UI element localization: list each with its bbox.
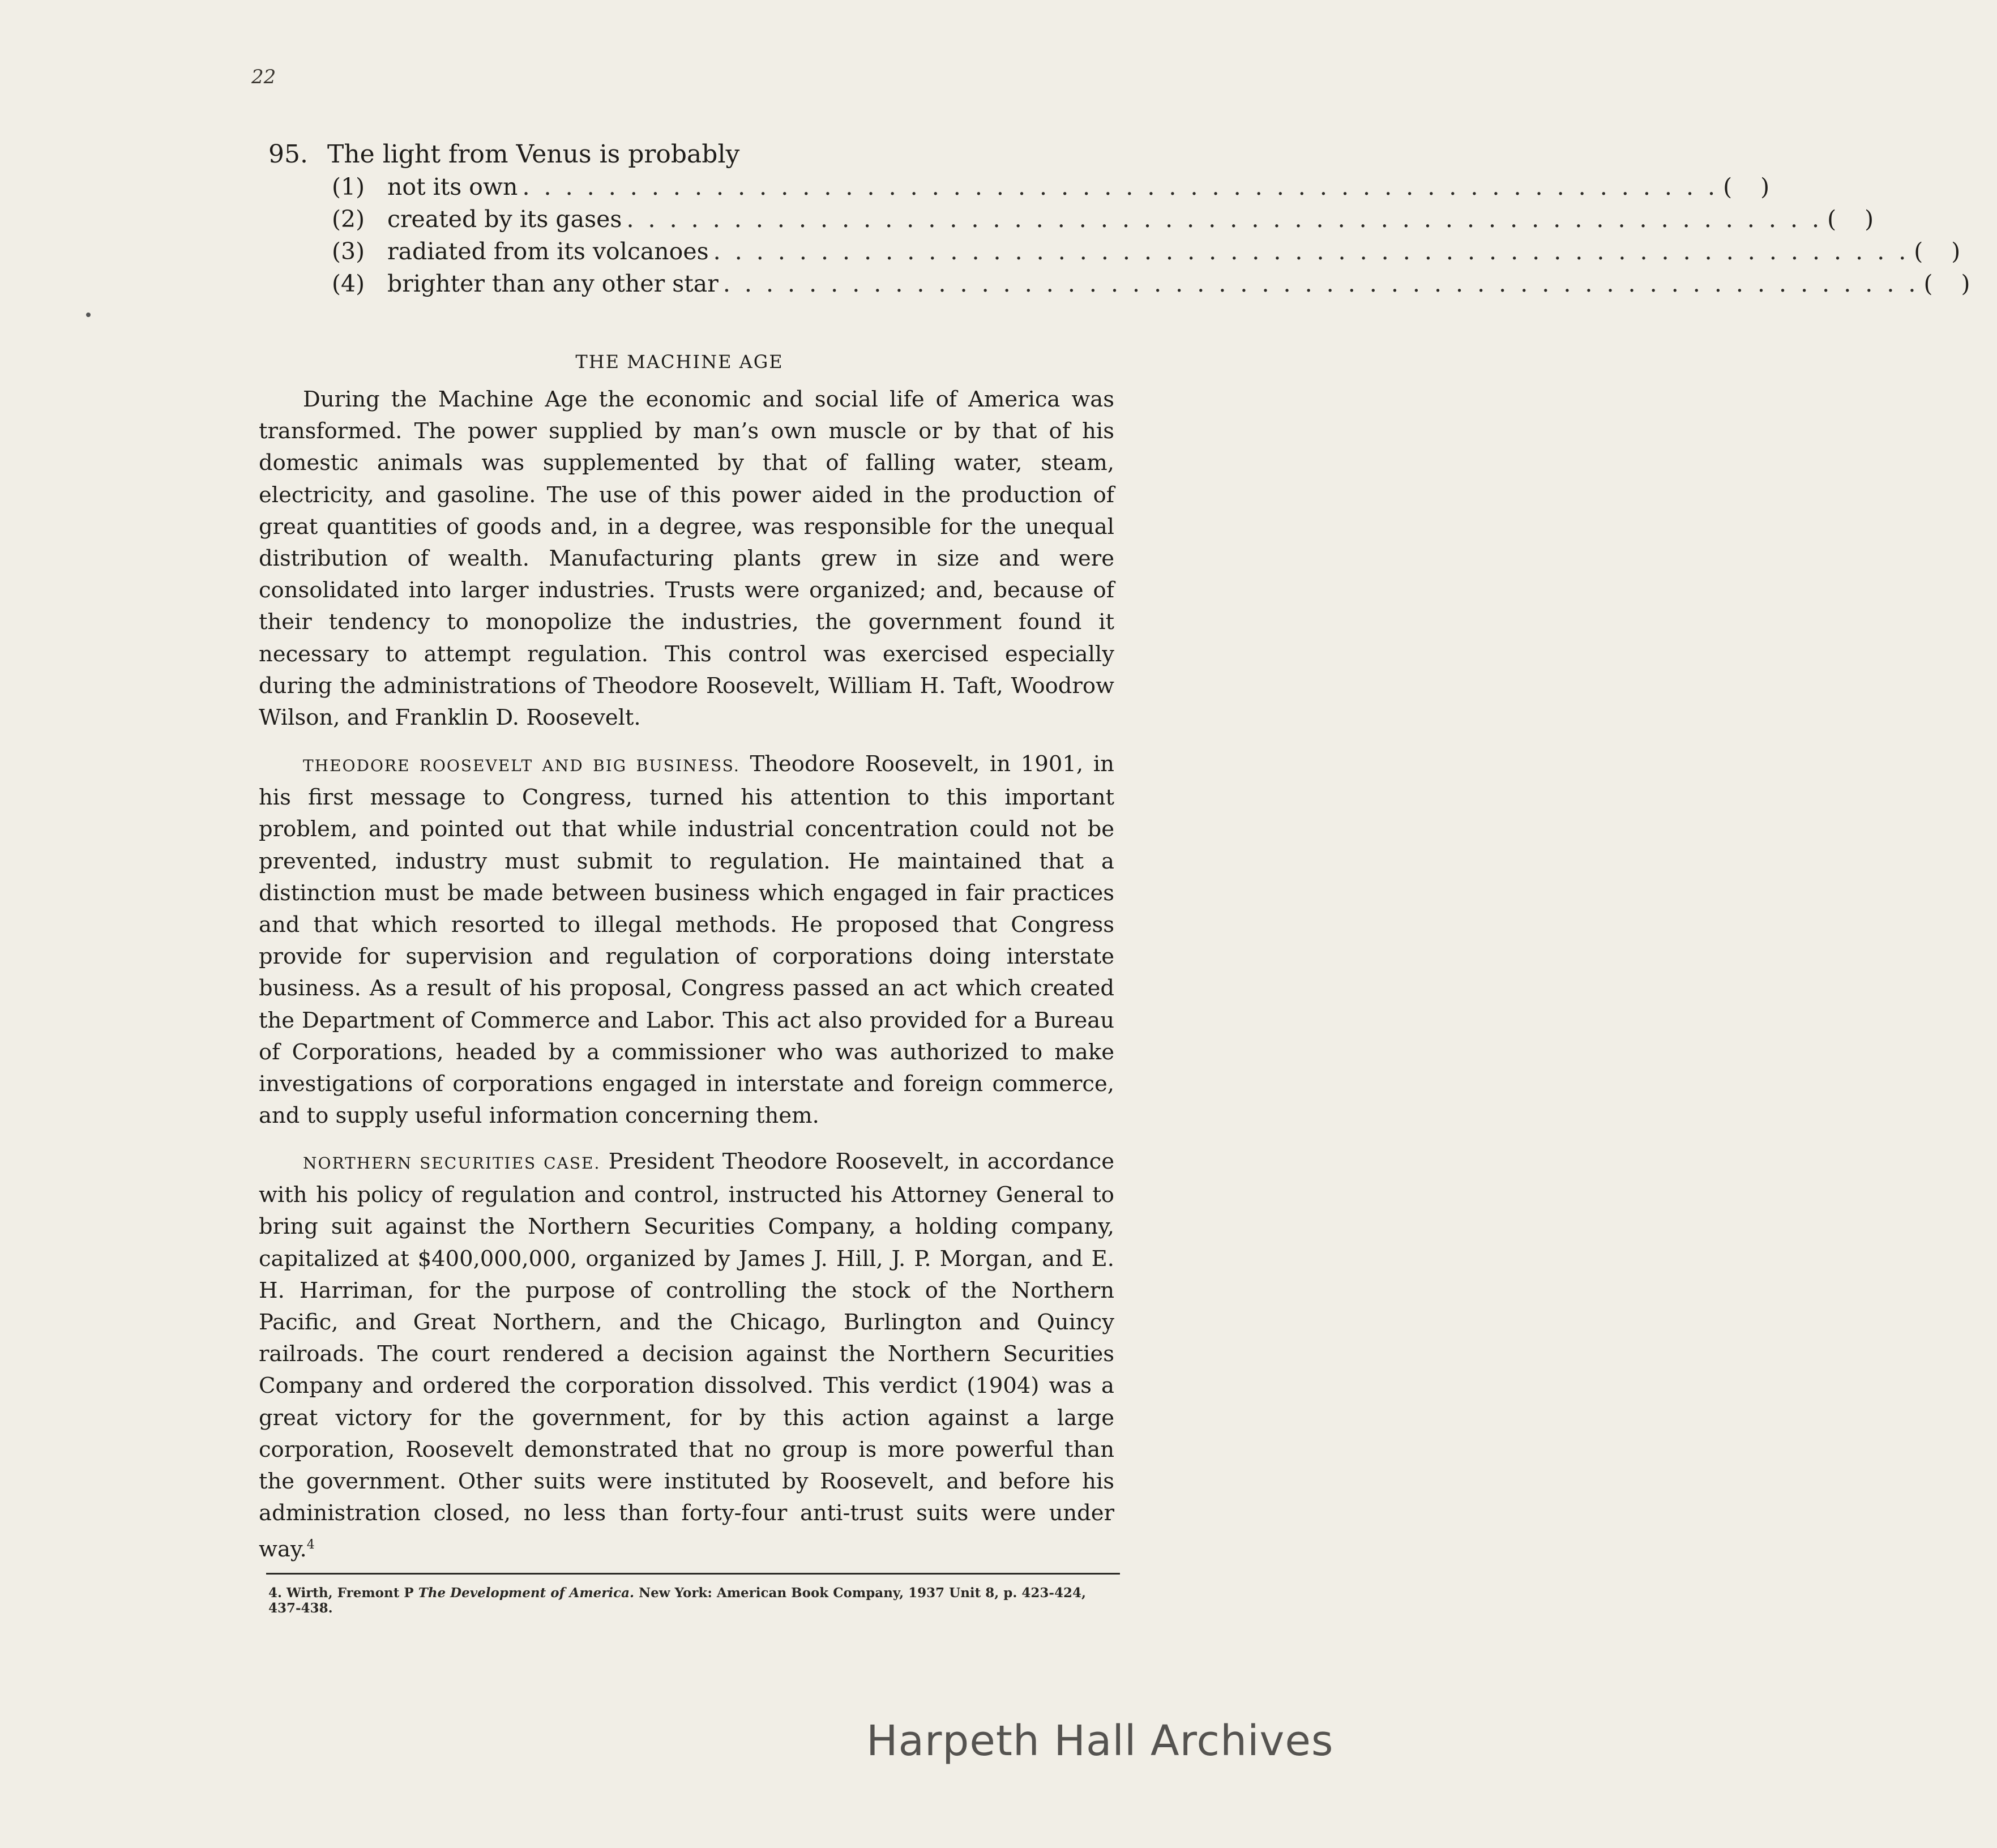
run-in-heading: THEODORE ROOSEVELT AND BIG BUSINESS. <box>303 756 740 775</box>
answer-blank: ( ) <box>1923 270 1970 297</box>
footnote <box>268 1585 1118 1616</box>
footnote-location: Unit 8, p. 423-424, 437-438. <box>268 1585 1086 1616</box>
footnote-reference: 4 <box>306 1538 315 1552</box>
paragraph-machine-age: During the Machine Age the economic and social life of America was transformed. The power supplied by man’s own muscle or by that of his domestic animals was supplemented by that of falling water, steam, electricity, and gasoline. The use of this power aided in the production of great quantities of goods and, in a degree, was responsible for the unequal distribution of wealth. Manufacturing plants grew in size and were consolidated into larger industries. Trusts were organized; and, because of their tendency to monopolize the industries, the government found it necessary to attempt regulation. This control was exercised especially during the administrations of Theodore Roosevelt, William H. Taft, Woodrow Wilson, and Franklin D. Roosevelt. <box>259 387 1114 731</box>
paragraph-text: Theodore Roosevelt, in 1901, in his first message to Congress, turned his attention to this important problem, and pointed out that while industrial concentration could not be prevented, industry must submit to regulation. He maintained that a distinction must be made between business which engaged in fair practices and that which resorted to illegal methods. He proposed that Congress provide for supervision and regulation of corporations doing interstate business. As a result of his proposal, Congress passed an act which created the Department of Commerce and Labor. This act also provided for a Bureau of Corporations, headed by a commissioner who was authorized to make investigations of corporations engaged in interstate and foreign commerce, and to supply useful information concerning them. <box>259 751 1114 1129</box>
footnote-number: 4. <box>268 1585 283 1601</box>
answer-option <box>332 203 1874 236</box>
option-text: created by its gases <box>387 206 622 233</box>
run-in-heading: NORTHERN SECURITIES CASE. <box>303 1154 601 1173</box>
paragraph-text: President Theodore Roosevelt, in accordance with his policy of regulation and control, instructed his Attorney General to bring suit against the Northern Securities Company, a holding company, capitalized at $400,000,000, organized by James J. Hill, J. P. Morgan, and E. H. Harriman, for the purpose of controlling the stock of the Northern Pacific, and Great Northern, and the Chicago, Burlington and Quincy railroads. The court rendered a decision against the Northern Securities Company and ordered the corporation dissolved. This verdict (1904) was a great victory for the government, for by this action against a large corporation, Roosevelt demonstrated that no group is more powerful than the government. Other suits were instituted by Roosevelt, and before his administration closed, no less than forty-four anti-trust suits were under way. <box>259 1149 1114 1563</box>
answer-option <box>332 236 1961 268</box>
footnote-divider <box>266 1573 1120 1575</box>
option-text: not its own <box>387 173 518 200</box>
answer-option <box>332 171 1770 203</box>
option-number: (2) <box>332 206 365 233</box>
option-number: (3) <box>332 238 365 265</box>
paragraph-roosevelt-big-business <box>259 748 1114 1132</box>
question-text: The light from Venus is probably <box>327 140 740 169</box>
archive-watermark: Harpeth Hall Archives <box>866 1717 1334 1765</box>
leader-dots: . . . . . . . . . . . . . . . . . . . . . . . . . . . . . . . . . . . . . . . . . . . . . . . . . . . . . . . . <box>626 206 1823 233</box>
option-number: (1) <box>332 173 365 200</box>
option-number: (4) <box>332 270 365 297</box>
option-text: radiated from its volcanoes <box>387 238 709 265</box>
answer-option <box>332 268 1970 300</box>
question-number: 95. <box>268 140 308 169</box>
page-number: 22 <box>251 66 276 88</box>
leader-dots: . . . . . . . . . . . . . . . . . . . . . . . . . . . . . . . . . . . . . . . . . . . . . . . . . . . . . . . . <box>522 173 1719 200</box>
section-heading: THE MACHINE AGE <box>575 351 784 373</box>
answer-blank: ( ) <box>1914 238 1961 265</box>
question-stem <box>268 138 1118 171</box>
leader-dots: . . . . . . . . . . . . . . . . . . . . . . . . . . . . . . . . . . . . . . . . . . . . . . . . . . . . . . . . <box>713 238 1910 265</box>
paragraph-northern-securities <box>259 1146 1114 1565</box>
footnote-author: Wirth, Fremont P <box>286 1585 414 1601</box>
footnote-publisher: New York: American Book Company, 1937 <box>639 1585 945 1601</box>
answer-blank: ( ) <box>1827 206 1874 233</box>
answer-blank: ( ) <box>1723 173 1770 200</box>
footnote-title: The Development of America. <box>418 1585 635 1601</box>
paper-speck <box>86 313 91 317</box>
option-text: brighter than any other star <box>387 270 719 297</box>
question-95 <box>268 138 1970 300</box>
leader-dots: . . . . . . . . . . . . . . . . . . . . . . . . . . . . . . . . . . . . . . . . . . . . . . . . . . . . . . . . <box>722 270 1919 297</box>
